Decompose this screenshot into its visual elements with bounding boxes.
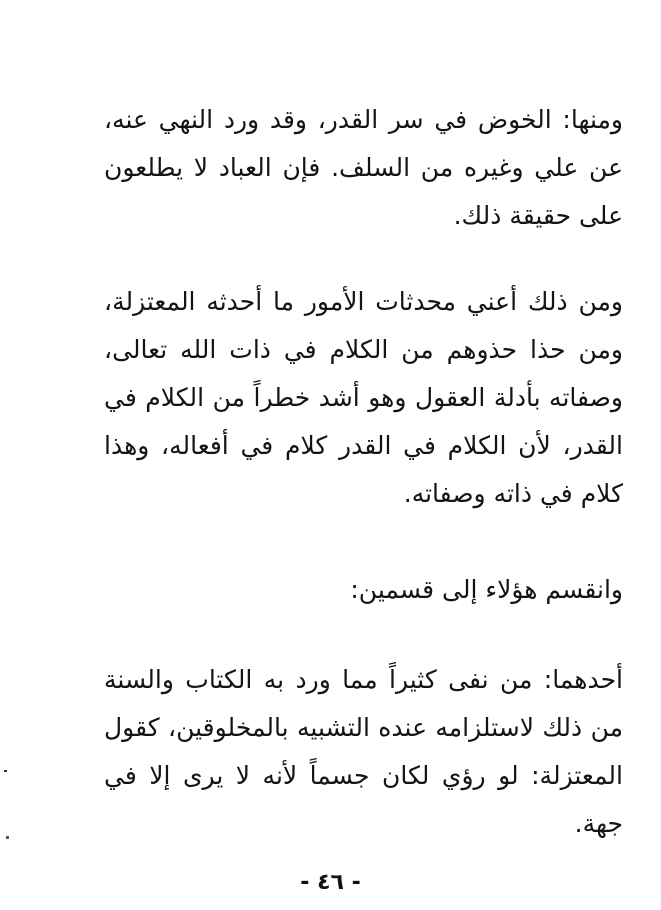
paragraph-line: كلام في ذاته وصفاته.: [403, 479, 623, 508]
paragraph-line: على حقيقة ذلك.: [453, 201, 623, 230]
paragraph-line: القدر، لأن الكلام في القدر كلام في أفعاله، وهذا: [104, 431, 623, 460]
paragraph-line: المعتزلة: لو رؤي لكان جسماً لأنه لا يرى إلا في: [104, 761, 623, 790]
paragraph-line: ومنها: الخوض في سر القدر، وقد ورد النهي عنه،: [104, 105, 623, 134]
paragraph-line: أحدهما: من نفى كثيراً مما ورد به الكتاب والسنة: [104, 665, 623, 694]
scan-speck: [4, 770, 7, 772]
paragraph-line: ومن حذا حذوهم من الكلام في ذات الله تعالى،: [104, 335, 623, 364]
paragraph-line: عن علي وغيره من السلف. فإن العباد لا يطلعون: [104, 153, 623, 182]
paragraph-3: [104, 566, 623, 614]
paragraph-line: من ذلك لاستلزامه عنده التشبيه بالمخلوقين، كقول: [104, 713, 623, 742]
paragraph-line: وانقسم هؤلاء إلى قسمين:: [350, 575, 623, 604]
page-number: - ٤٦ -: [300, 870, 361, 895]
paragraph-line: جهة.: [574, 809, 623, 838]
paragraph-1: [104, 96, 623, 240]
scan-speck: [6, 836, 9, 839]
paragraph-2: [104, 278, 623, 518]
paragraph-line: وصفاته بأدلة العقول وهو أشد خطراً من الكلام في: [104, 383, 623, 412]
paragraph-line: ومن ذلك أعني محدثات الأمور ما أحدثه المعتزلة،: [104, 287, 623, 316]
paragraph-4: [104, 656, 623, 848]
